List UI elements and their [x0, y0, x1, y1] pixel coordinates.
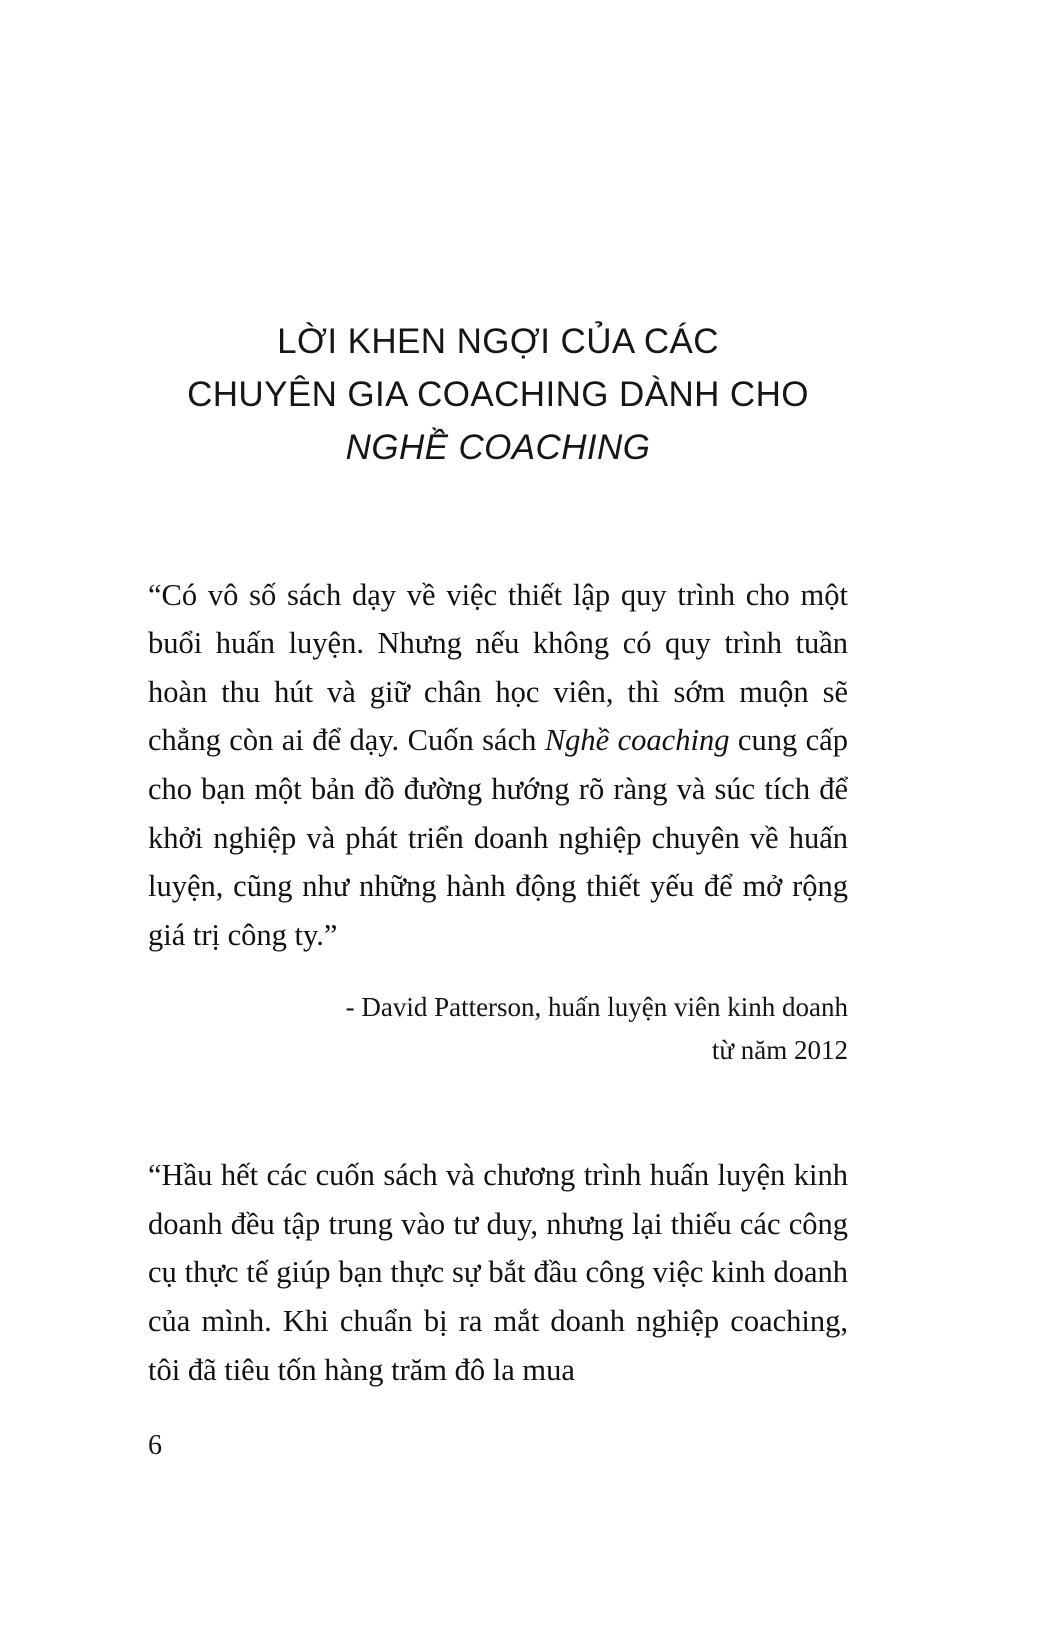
testimonial-1-text-part2: cung cấp cho bạn một bản đồ đường hướng rõ ràng và súc tích để khởi nghiệp và phát triển doanh nghiệp chuyên về huấn luyện, cũng như những hành động thiết yếu để mở rộng giá trị công ty.”	[148, 723, 848, 953]
page-number: 6	[148, 1430, 162, 1461]
title-line-2: CHUYÊN GIA COACHING DÀNH CHO	[187, 375, 809, 415]
page-content	[148, 0, 848, 1394]
testimonial-2-text: “Hầu hết các cuốn sách và chương trình huấn luyện kinh doanh đều tập trung vào tư duy, nhưng lại thiếu các công cụ thực tế giúp bạn thực sự bắt đầu công việc kinh doanh của mình. Khi chuẩn bị ra mắt doanh nghiệp coaching, tôi đã tiêu tốn hàng trăm đô la mua	[148, 1158, 848, 1387]
testimonial-1-text	[148, 571, 848, 960]
testimonial-1	[148, 571, 848, 1074]
testimonial-1-text-part1: “Có vô số sách dạy về việc thiết lập quy trình cho một buổi huấn luyện. Nhưng nếu không có quy trình tuần hoàn thu hút và giữ chân học viên, thì sớm muộn sẽ chẳng còn ai để dạy. Cuốn sách	[148, 577, 848, 758]
title-line-1: LỜI KHEN NGỢI CỦA CÁC	[277, 322, 719, 361]
testimonial-1-book-title: Nghề coaching	[544, 723, 730, 758]
testimonial-2	[148, 1151, 848, 1394]
testimonial-1-attribution-line2: từ năm 2012	[711, 1035, 848, 1066]
testimonial-1-attribution-line1: - David Patterson, huấn luyện viên kinh doanh	[345, 991, 848, 1022]
page-title	[148, 315, 848, 475]
title-line-3: NGHỀ COACHING	[345, 428, 651, 468]
testimonial-1-attribution	[148, 986, 848, 1073]
